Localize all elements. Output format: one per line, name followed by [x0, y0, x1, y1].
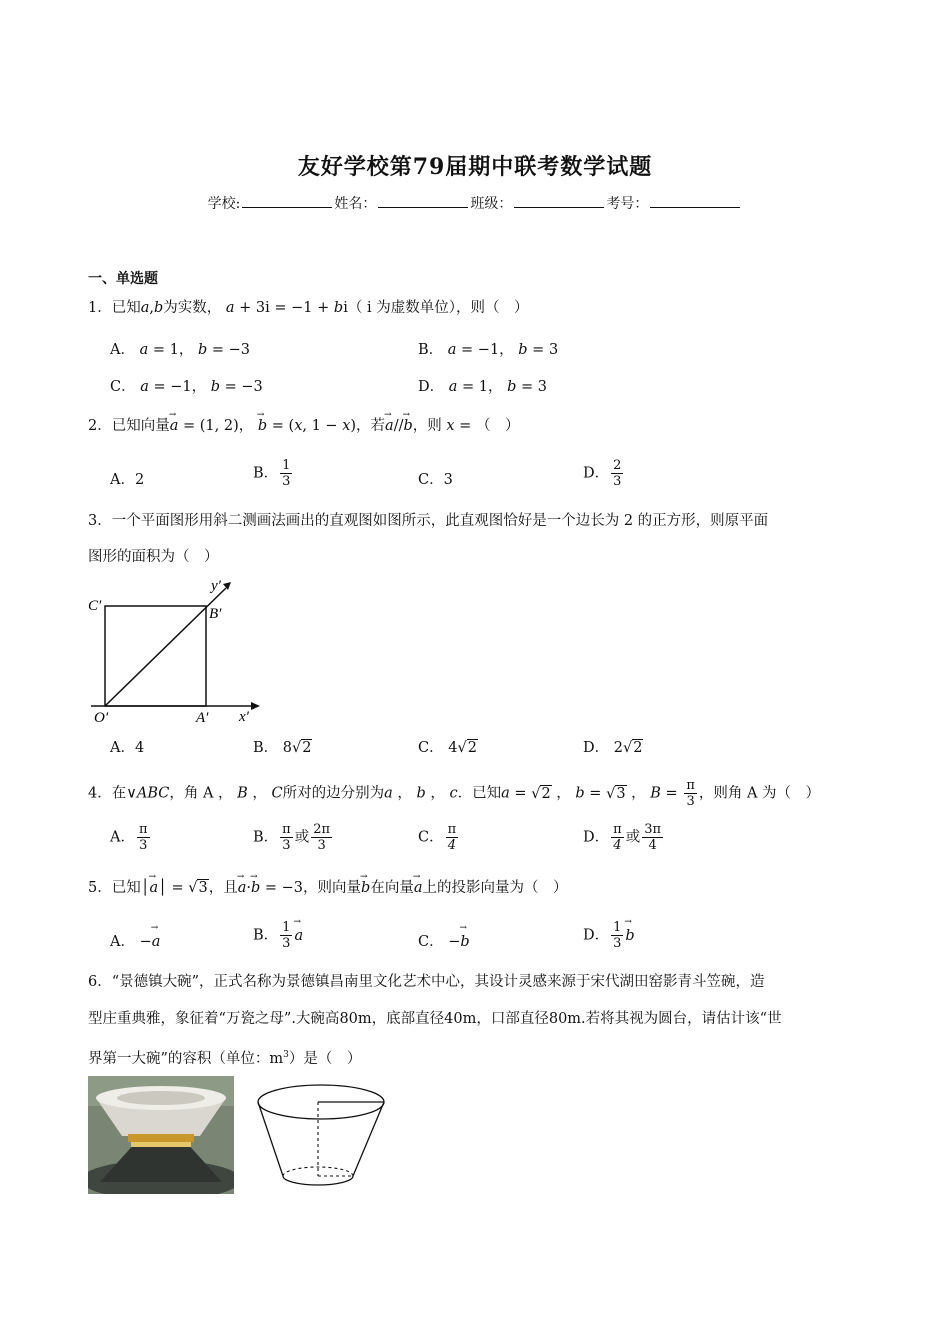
- vector-b-2: → b: [403, 416, 412, 436]
- q4-text-5: ，则角 A 为（ ）: [698, 785, 821, 802]
- vector-b: → b: [251, 878, 260, 898]
- left-side: [258, 1102, 283, 1176]
- name-label: 姓名：: [334, 196, 377, 212]
- question-2: 2．已知向量→ a = (1, 2)， → b = (x, 1 − x)，若→ a//→ b，则 x = （ ）: [88, 416, 519, 436]
- vector-a: → a: [294, 928, 303, 944]
- q3-option-c-label: C．: [418, 740, 444, 756]
- q4-option-c[interactable]: [418, 822, 460, 853]
- question-3-line-2: [88, 547, 219, 567]
- question-1: 1．已知a,b为实数， a + 3i = −1 + bi（ i 为虚数单位），则（ ）: [88, 300, 529, 316]
- fraction: $\frac{3\pi}{4}$: [644, 822, 662, 853]
- q1-number: 1．: [88, 300, 112, 316]
- section-title: 一、单选题: [88, 271, 158, 287]
- school-label: 学校:: [207, 196, 241, 212]
- vector-b: → b: [625, 928, 634, 944]
- q1-text: 已知: [111, 300, 141, 316]
- label-x: x′: [239, 709, 249, 725]
- q1-option-a-label: A．: [110, 342, 135, 358]
- question-6-line-3: 界第一大碗”的容积（单位：$m^3$）是（ ）: [88, 1050, 362, 1067]
- q3-option-b-label: B．: [253, 740, 279, 756]
- fraction: $\frac{2\pi}{3}$: [313, 822, 331, 853]
- school-blank[interactable]: [242, 195, 332, 208]
- q4-option-c-label: C．: [418, 829, 444, 846]
- q4-option-b[interactable]: [253, 822, 334, 853]
- q4-option-d-label: D．: [583, 829, 610, 846]
- sqrt: √3: [606, 785, 626, 802]
- q4-option-a-label: A．: [110, 829, 135, 846]
- q5-text: 已知: [111, 880, 141, 896]
- q5-text-4: 在向量: [370, 880, 414, 896]
- frustum-diagram: [252, 1080, 392, 1194]
- q2-text-2: ，若: [356, 418, 386, 434]
- q1-option-d-label: D．: [418, 379, 445, 395]
- q3-option-d[interactable]: D． 2√2: [583, 740, 643, 756]
- vector-a: → a: [170, 416, 179, 436]
- label-y: y′: [211, 578, 221, 594]
- q4-text-4: ．已知: [457, 785, 502, 802]
- q1-text-2: 为实数，: [163, 300, 222, 316]
- q6-text-2d: .若将其视为圆台，请估计该“世: [581, 1011, 782, 1027]
- q4-text: 在: [111, 785, 127, 802]
- q3-text-2: 图形的面积为（ ）: [88, 549, 219, 565]
- q2-option-d[interactable]: [583, 458, 625, 489]
- vector-b-2: → b: [361, 878, 370, 898]
- class-label: 班级：: [470, 196, 513, 212]
- q1-option-c[interactable]: C． a = −1， b = −3: [110, 379, 263, 395]
- q2-option-c-label: C．3: [418, 472, 453, 488]
- fraction: $\frac{2}{3}$: [613, 458, 622, 489]
- q1-option-a[interactable]: A． a = 1， b = −3: [110, 342, 250, 358]
- q2-text-4: （ ）: [475, 418, 520, 434]
- question-6: [88, 972, 765, 992]
- q5-text-2: ，且: [208, 880, 238, 896]
- page-title: 友好学校第79届期中联考数学试题: [297, 154, 653, 180]
- q4-text-2: ，角 A ，: [169, 785, 233, 802]
- q5-option-d-label: D．: [583, 927, 610, 944]
- vector-a-3: → a: [414, 878, 423, 898]
- q1-text-3: （ i 为虚数单位），则（ ）: [347, 300, 529, 316]
- q2-option-c[interactable]: [418, 468, 453, 489]
- q2-text-3: ，则: [412, 418, 442, 434]
- bowl-building-image: [88, 1076, 234, 1194]
- fraction: $\frac{1}{3}$: [282, 458, 291, 489]
- q2-option-b[interactable]: [253, 458, 294, 489]
- q2-option-d-label: D．: [583, 465, 610, 482]
- q3-text: 一个平面图形用斜二测画法画出的直观图如图所示，此直观图恰好是一个边长为 2 的正方形，则原平面: [111, 513, 769, 529]
- x-axis-arrow: [251, 702, 260, 710]
- q4-or: 或: [625, 829, 641, 846]
- exam-no-blank[interactable]: [650, 195, 740, 208]
- q6-text-3a: 界第一大碗”的容积（单位：: [88, 1050, 270, 1067]
- q4-number: 4．: [88, 785, 112, 802]
- q1-equation: a: [225, 300, 235, 316]
- label-b: B′: [209, 606, 222, 622]
- label-o: O′: [94, 710, 109, 726]
- fraction: $\frac{\pi}{3}$: [282, 822, 291, 853]
- q3-number: 3．: [88, 513, 112, 529]
- q2-text: 已知向量: [111, 418, 170, 434]
- vector-a: → a: [152, 934, 161, 950]
- exam-no-label: 考号：: [606, 196, 649, 212]
- q3-option-c[interactable]: C． 4√2: [418, 740, 477, 756]
- q5-option-a[interactable]: A． −→ a: [110, 930, 160, 951]
- q3-option-a-label: A．4: [110, 740, 145, 756]
- sqrt: √3: [188, 880, 208, 896]
- fraction: $\frac{\pi}{3}$: [686, 778, 695, 809]
- q6-text-3b: ）是（ ）: [288, 1050, 362, 1067]
- q2-option-a[interactable]: [110, 468, 144, 489]
- q4-text-3: 所对的边分别为: [282, 785, 385, 802]
- q3-option-b[interactable]: B． 8√2: [253, 740, 312, 756]
- q5-number: 5．: [88, 880, 112, 896]
- question-3: [88, 511, 768, 531]
- student-info-line: [0, 193, 950, 213]
- fraction: $\frac{1}{3}$: [282, 920, 291, 951]
- q1-option-c-label: C．: [110, 379, 136, 395]
- fraction: $\frac{1}{3}$: [613, 920, 622, 951]
- q5-text-5: 上的投影向量为（ ）: [422, 880, 568, 896]
- q2-option-a-label: A．2: [110, 472, 145, 488]
- fraction: $\frac{\pi}{3}$: [138, 822, 148, 853]
- q6-number: 6．: [88, 974, 112, 990]
- class-blank[interactable]: [514, 195, 604, 208]
- bottom-front-arc: [283, 1176, 353, 1185]
- q5-option-b-label: B．: [253, 927, 279, 944]
- sqrt: √2: [531, 785, 551, 802]
- vector-b: → b: [460, 934, 469, 950]
- bowl-building-photo: [88, 1076, 234, 1194]
- q1-option-b[interactable]: B． a = −1， b = 3: [418, 342, 559, 358]
- q6-text-2a: 型庄重典雅，象征着“万瓷之母”.大碗高: [88, 1011, 340, 1027]
- q4-option-d[interactable]: [583, 822, 665, 853]
- q6-text-2b: ，底部直径: [371, 1011, 445, 1027]
- q1-math-b2: b: [333, 300, 344, 316]
- q1-option-d[interactable]: D． a = 1， b = 3: [418, 379, 547, 395]
- q1-math: a: [140, 300, 150, 316]
- sqrt: √2: [457, 740, 477, 756]
- q5-option-a-label: A．: [110, 934, 135, 950]
- q4-option-b-label: B．: [253, 829, 279, 846]
- oblique-projection-diagram: [86, 576, 266, 726]
- vector-a: → a: [149, 878, 158, 898]
- q4-option-a[interactable]: [110, 822, 152, 853]
- question-6-line-2: 型庄重典雅，象征着“万瓷之母”.大碗高80m，底部直径40m，口部直径80m.若将其视为圆台，请估计该“世: [88, 1011, 782, 1027]
- q1-math-b: b: [154, 300, 164, 316]
- sqrt: √2: [622, 740, 643, 756]
- q3-option-d-label: D．: [583, 740, 610, 756]
- sqrt: √2: [292, 740, 312, 756]
- q1-option-b-label: B．: [418, 342, 444, 358]
- label-a: A′: [196, 710, 209, 726]
- vector-a-2: → a: [385, 416, 394, 436]
- q6-text: “景德镇大碗”，正式名称为景德镇昌南里文化艺术中心，其设计灵感来源于宋代湖田窑影青斗笠碗，造: [111, 974, 765, 990]
- q2-option-b-label: B．: [253, 465, 279, 482]
- vector-b: → b: [258, 416, 267, 436]
- q2-number: 2．: [88, 418, 112, 434]
- fraction: $\frac{\pi}{4}$: [613, 822, 622, 853]
- q4-or: 或: [294, 829, 310, 846]
- question-4: 4．在∨ABC，角 A ， B ， C所对的边分别为a ， b ， c．已知a = √2 ， b = √3 ， B = $\frac{\pi}{3}$ ，则角 A 为（ ）: [88, 778, 821, 809]
- q5-option-d[interactable]: [583, 920, 635, 951]
- q5-option-b[interactable]: [253, 920, 303, 951]
- name-blank[interactable]: [378, 195, 468, 208]
- q5-option-c-label: C．: [418, 934, 444, 950]
- q5-option-c[interactable]: C． −→ b: [418, 930, 470, 951]
- q6-text-2c: ，口部直径: [476, 1011, 549, 1027]
- q3-option-a[interactable]: [110, 736, 144, 757]
- vector-a-2: → a: [238, 878, 247, 898]
- fraction: $\frac{\pi}{4}$: [447, 822, 457, 853]
- q5-text-3: ，则向量: [303, 880, 362, 896]
- label-c: C′: [88, 598, 102, 614]
- question-5: 5．已知│→ a│ = √3，且→ a·→ b = −3，则向量→ b在向量→ a上的投影向量为（ ）: [88, 878, 567, 898]
